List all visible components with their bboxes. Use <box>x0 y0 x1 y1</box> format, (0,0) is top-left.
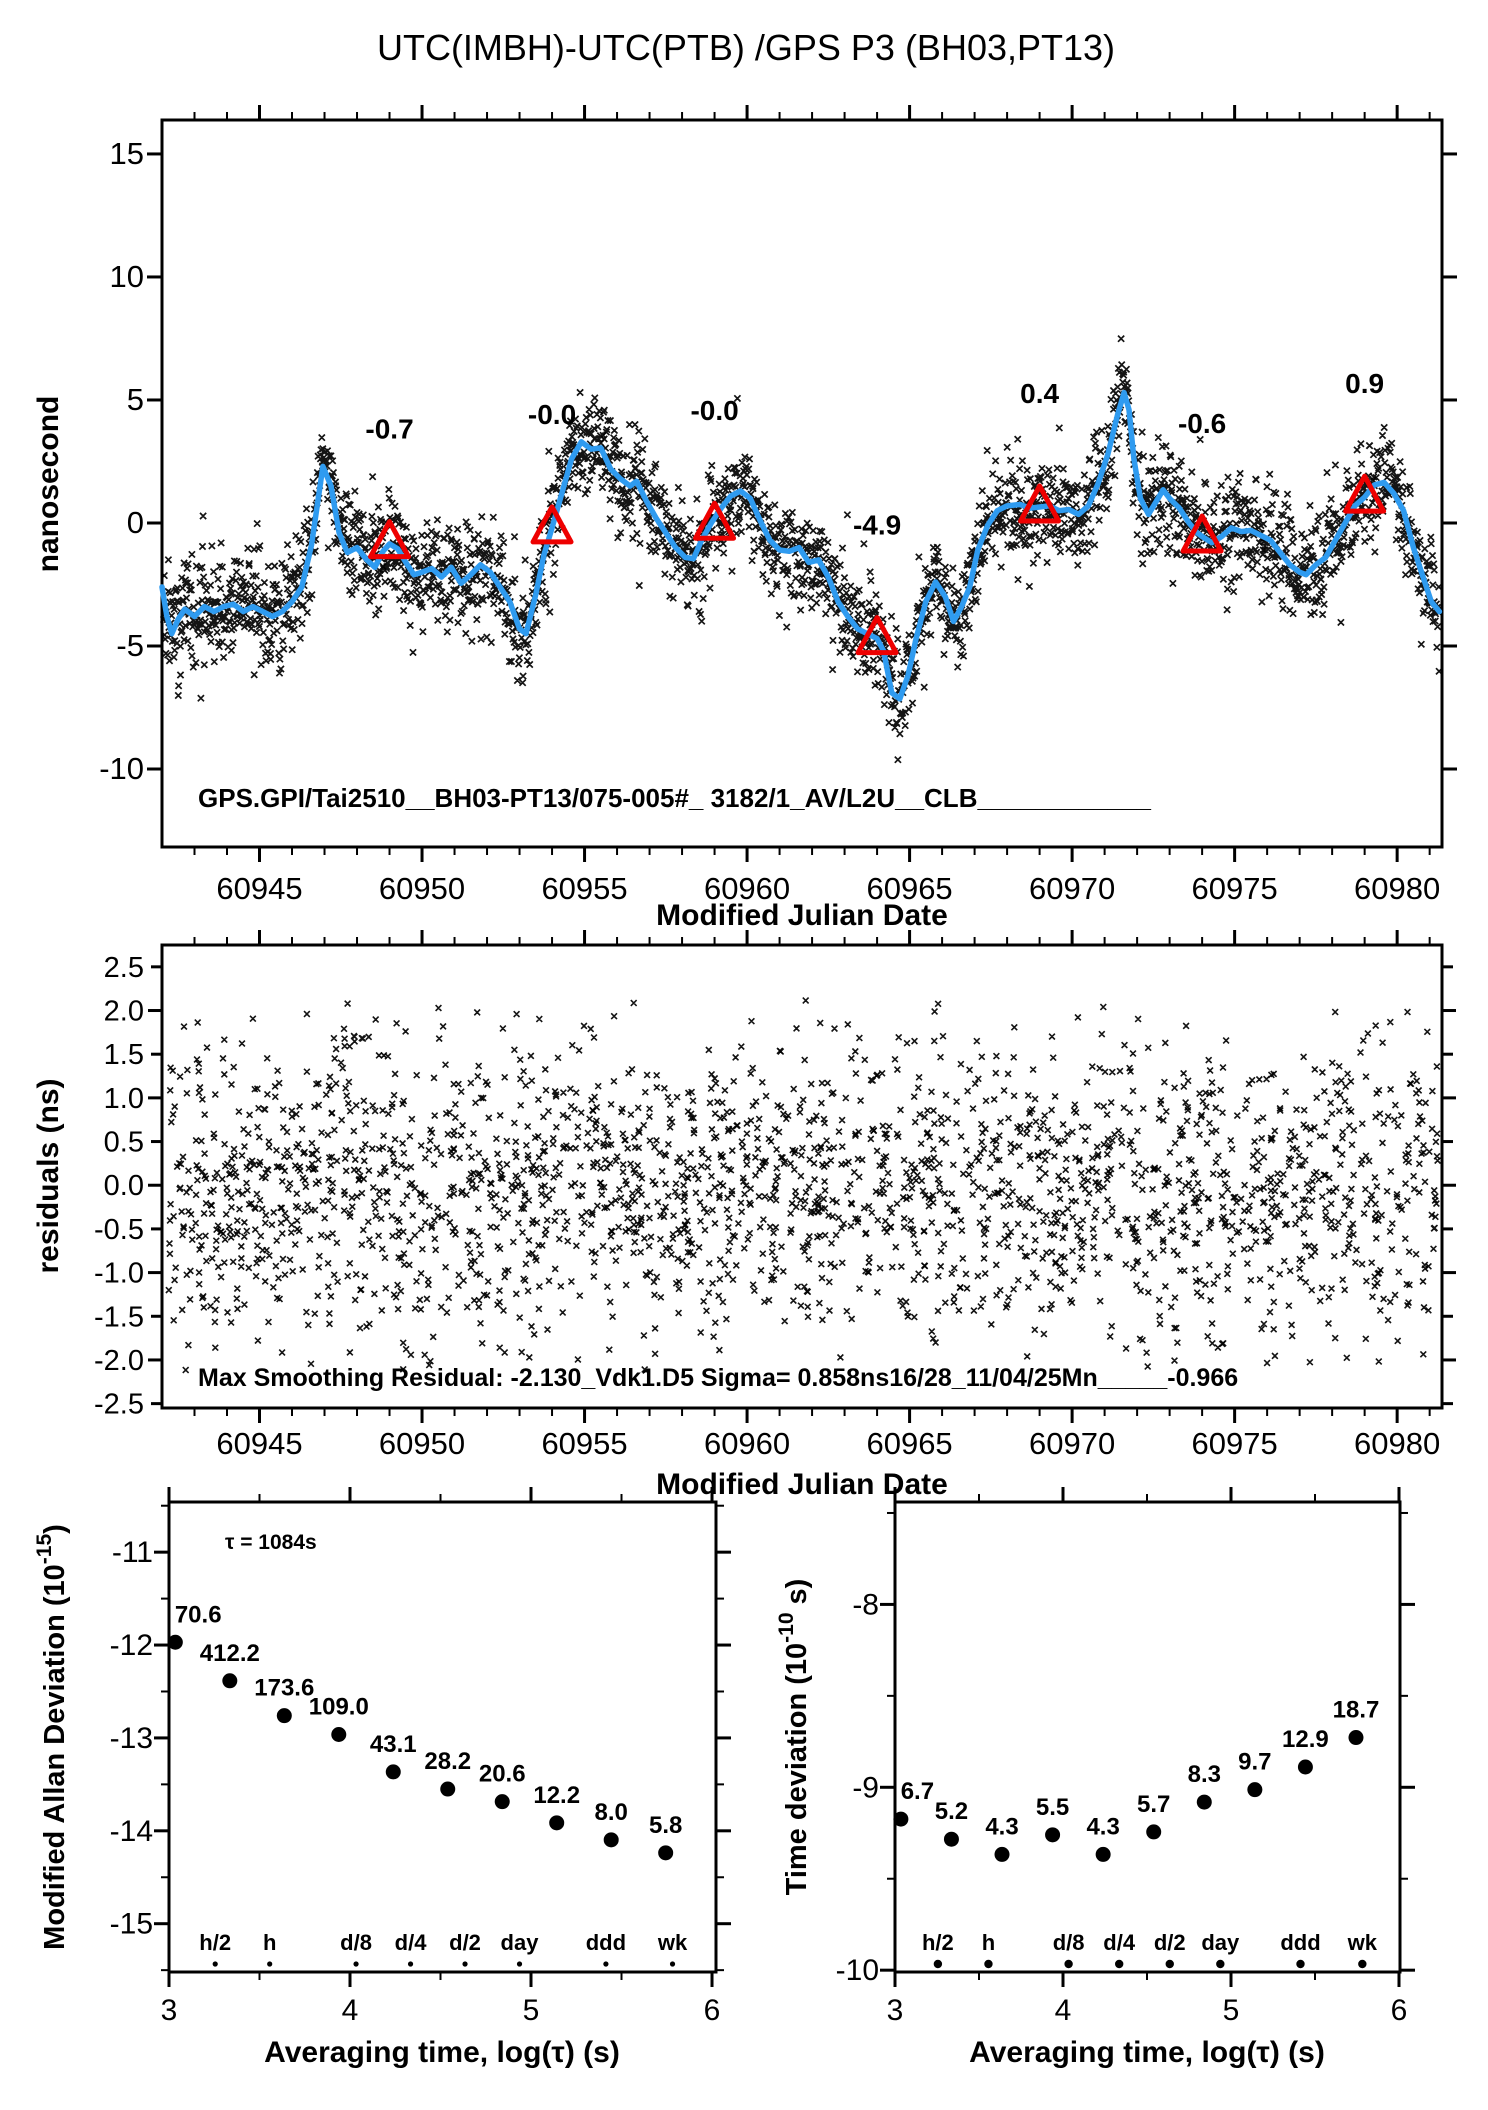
x-tick-label: 5 <box>1222 1994 1240 2027</box>
deviation-point <box>893 1812 908 1827</box>
x-tick-label: 60975 <box>1191 871 1278 906</box>
time-unit-dot <box>1216 1960 1224 1968</box>
deviation-point <box>995 1847 1010 1862</box>
measurement-scatter <box>1371 424 1443 674</box>
figure-title: UTC(IMBH)-UTC(PTB) /GPS P3 (BH03,PT13) <box>376 27 1116 68</box>
point-value-label: 412.2 <box>199 1639 260 1667</box>
measurement-scatter <box>710 395 826 630</box>
residual-scatter <box>167 1009 1428 1364</box>
allan-x-axis-title: Averaging time, log(τ) (s) <box>264 2036 620 2069</box>
x-tick-label: 60965 <box>866 871 953 906</box>
time-unit-dot <box>1358 1960 1366 1968</box>
time-unit-dot <box>670 1961 675 1966</box>
x-tick-label: 60970 <box>1028 1426 1116 1461</box>
y-tick-label: -12 <box>109 1629 153 1663</box>
time-unit-label: d/4 <box>1103 1930 1136 1955</box>
y-tick-label: 5 <box>126 381 144 417</box>
x-tick-label: 60950 <box>378 1426 466 1461</box>
tdev-y-axis-title <box>775 1579 813 1896</box>
point-value-label: 8.3 <box>1187 1761 1221 1789</box>
time-unit-dot <box>267 1961 272 1966</box>
deviation-point <box>277 1708 292 1723</box>
deviation-point <box>168 1635 183 1650</box>
x-tick-label: 60980 <box>1354 871 1441 906</box>
tdev-y-title-main: Time deviation (10 <box>781 1642 813 1896</box>
tdev-y-title-tail: s) <box>781 1578 813 1613</box>
time-unit-label: wk <box>657 1930 688 1955</box>
x-tick-label: 60965 <box>866 1426 953 1461</box>
x-tick-label: 6 <box>703 1994 721 2027</box>
time-unit-dot <box>1115 1960 1123 1968</box>
y-tick-label: 2.5 <box>103 951 144 984</box>
deviation-point <box>440 1782 455 1797</box>
allan-deviation-panel <box>33 1487 731 2069</box>
y-tick-label: -5 <box>116 627 144 663</box>
time-unit-label: day <box>1201 1930 1240 1955</box>
time-unit-dot <box>603 1961 608 1966</box>
measurement-scatter <box>931 436 1047 670</box>
point-value-label: 12.9 <box>1282 1725 1329 1753</box>
time-unit-dot <box>984 1960 992 1968</box>
point-value-label: 70.6 <box>174 1601 222 1629</box>
residuals-annotation: Max Smoothing Residual: -2.130_Vdk1.D5 Sigma= 0.858ns16/28_11/04/25Mn_____-0.966 <box>198 1364 1239 1392</box>
allan-y-title-sup: -15 <box>33 1533 56 1565</box>
top-x-axis-title: Modified Julian Date <box>656 899 948 932</box>
y-tick-label: -2.5 <box>94 1388 144 1421</box>
deviation-point <box>1096 1847 1111 1862</box>
x-tick-label: 60975 <box>1191 1426 1278 1461</box>
point-value-label: 20.6 <box>478 1760 526 1788</box>
residuals-panel <box>32 930 1456 1501</box>
x-tick-label: 6 <box>1390 1994 1408 2027</box>
y-tick-label: 0.5 <box>103 1126 144 1159</box>
deviation-point <box>1247 1782 1262 1797</box>
time-unit-dot <box>1166 1960 1174 1968</box>
point-value-label: 109.0 <box>308 1693 369 1721</box>
point-value-label: 4.3 <box>1086 1813 1120 1841</box>
triangle-value-label: -0.7 <box>365 413 414 445</box>
x-tick-label: 60980 <box>1354 1426 1441 1461</box>
tau-annotation: τ = 1084s <box>225 1531 317 1554</box>
residuals-y-axis-title: residuals (ns) <box>32 1078 65 1274</box>
y-tick-label: -1.5 <box>94 1301 144 1334</box>
time-unit-label: day <box>500 1930 539 1955</box>
y-tick-label: -11 <box>111 1536 153 1570</box>
y-tick-label: -10 <box>835 1954 879 1988</box>
y-tick-label: -1.0 <box>94 1257 144 1290</box>
time-unit-label: h/2 <box>921 1930 954 1955</box>
point-value-label: 4.3 <box>985 1813 1019 1841</box>
allan-y-title-main: Modified Allan Deviation (10 <box>39 1564 71 1950</box>
panel-border <box>169 1502 716 1972</box>
time-unit-label: wk <box>1347 1930 1378 1955</box>
time-unit-label: d/8 <box>340 1930 372 1955</box>
point-value-label: 5.2 <box>934 1798 969 1826</box>
time-unit-dot <box>213 1961 218 1966</box>
x-tick-label: 3 <box>886 1994 904 2027</box>
point-value-label: 5.8 <box>648 1811 683 1839</box>
top-panel <box>32 105 1457 932</box>
point-value-label: 18.7 <box>1332 1696 1380 1724</box>
x-tick-label: 4 <box>1054 1994 1072 2027</box>
deviation-point <box>658 1845 673 1860</box>
residual-scatter <box>167 1001 1440 1370</box>
time-unit-dot <box>353 1961 358 1966</box>
point-value-label: 6.7 <box>900 1778 935 1806</box>
measurement-scatter <box>1261 441 1377 626</box>
time-unit-label: ddd <box>585 1930 627 1955</box>
y-tick-label: 1.0 <box>103 1082 144 1115</box>
triangle-value-label: -0.0 <box>527 398 577 430</box>
time-unit-dot <box>934 1960 942 1968</box>
deviation-point <box>549 1815 564 1830</box>
y-tick-label: -13 <box>109 1721 153 1755</box>
triangle-value-label: -4.9 <box>852 509 902 541</box>
y-tick-label: -9 <box>852 1771 879 1805</box>
x-tick-label: 5 <box>522 1994 540 2027</box>
tdev-y-title-sup: -10 <box>775 1612 798 1643</box>
y-tick-label: -10 <box>99 751 144 787</box>
x-tick-label: 60960 <box>703 871 791 906</box>
deviation-point <box>222 1673 237 1688</box>
time-unit-label: d/4 <box>394 1930 427 1955</box>
deviation-point <box>1197 1795 1212 1810</box>
residual-scatter <box>171 1026 1438 1367</box>
time-unit-dot <box>408 1961 413 1966</box>
y-tick-label: -14 <box>109 1814 153 1848</box>
measurement-scatter <box>1041 336 1157 569</box>
x-tick-label: 60955 <box>541 1426 628 1461</box>
deviation-point <box>604 1832 619 1847</box>
time-unit-label: d/2 <box>1153 1930 1186 1955</box>
panel-border <box>162 120 1442 847</box>
y-tick-label: -2.0 <box>94 1344 144 1377</box>
time-unit-label: h <box>981 1930 996 1955</box>
tdev-x-axis-title: Averaging time, log(τ) (s) <box>969 2036 1325 2069</box>
x-tick-label: 60960 <box>703 1426 791 1461</box>
y-tick-label: -0.5 <box>94 1213 144 1246</box>
deviation-point <box>944 1832 959 1847</box>
y-tick-label: 10 <box>109 258 144 294</box>
y-tick-label: -8 <box>852 1588 879 1622</box>
y-tick-label: -15 <box>109 1907 153 1941</box>
time-unit-dot <box>1064 1960 1072 1968</box>
top-y-axis-title: nanosecond <box>32 395 65 573</box>
time-unit-label: h <box>262 1930 277 1955</box>
x-tick-label: 60955 <box>541 871 628 906</box>
x-tick-label: 60970 <box>1028 871 1116 906</box>
allan-deviation-plot-area <box>110 1487 731 2027</box>
x-tick-label: 4 <box>341 1994 359 2027</box>
time-unit-label: d/2 <box>449 1930 481 1955</box>
deviation-point <box>331 1727 346 1742</box>
time-unit-dot <box>517 1961 522 1966</box>
time-unit-label: h/2 <box>199 1930 232 1955</box>
deviation-point <box>386 1764 401 1779</box>
time-unit-dot <box>462 1961 467 1966</box>
time-deviation-plot-area <box>836 1487 1415 2027</box>
residuals-x-axis-title: Modified Julian Date <box>656 1468 948 1501</box>
y-tick-label: 2.0 <box>103 995 144 1028</box>
point-value-label: 5.7 <box>1137 1790 1171 1818</box>
deviation-point <box>1298 1759 1313 1774</box>
residual-scatter <box>166 1011 1427 1366</box>
triangle-value-label: 0.4 <box>1020 377 1060 409</box>
x-tick-label: 60950 <box>378 871 466 906</box>
allan-y-axis-title <box>33 1524 71 1950</box>
triangle-value-label: -0.6 <box>1177 408 1227 440</box>
deviation-point <box>1146 1824 1161 1839</box>
point-value-label: 5.5 <box>1035 1793 1070 1821</box>
y-tick-label: 15 <box>109 135 144 171</box>
time-unit-label: ddd <box>1280 1930 1321 1955</box>
y-tick-label: 0.0 <box>103 1170 144 1203</box>
deviation-point <box>1348 1730 1363 1745</box>
point-value-label: 173.6 <box>254 1674 315 1702</box>
allan-y-title-tail: ) <box>39 1524 71 1534</box>
triangle-value-label: 0.9 <box>1345 368 1385 400</box>
point-value-label: 43.1 <box>369 1730 417 1758</box>
point-value-label: 28.2 <box>424 1748 472 1776</box>
x-tick-label: 3 <box>160 1994 178 2027</box>
time-unit-label: d/8 <box>1052 1930 1085 1955</box>
y-tick-label: 0 <box>126 504 144 540</box>
measurement-scatter <box>600 407 716 624</box>
x-tick-label: 60945 <box>216 1426 303 1461</box>
top-link-annotation: GPS.GPI/Tai2510__BH03-PT13/075-005#_ 3182/1_AV/L2U__CLB____________ <box>198 783 1151 813</box>
residual-scatter <box>167 1017 1440 1361</box>
deviation-point <box>1045 1827 1060 1842</box>
point-value-label: 8.0 <box>594 1798 628 1826</box>
triangle-value-label: -0.0 <box>690 395 739 427</box>
x-tick-label: 60945 <box>216 871 303 906</box>
time-unit-dot <box>1296 1960 1304 1968</box>
deviation-point <box>495 1794 510 1809</box>
point-value-label: 9.7 <box>1238 1748 1272 1776</box>
time-deviation-panel <box>775 1487 1415 2069</box>
smoothed-line <box>162 393 1439 699</box>
point-value-label: 12.2 <box>533 1781 581 1809</box>
y-tick-label: 1.5 <box>103 1039 144 1072</box>
